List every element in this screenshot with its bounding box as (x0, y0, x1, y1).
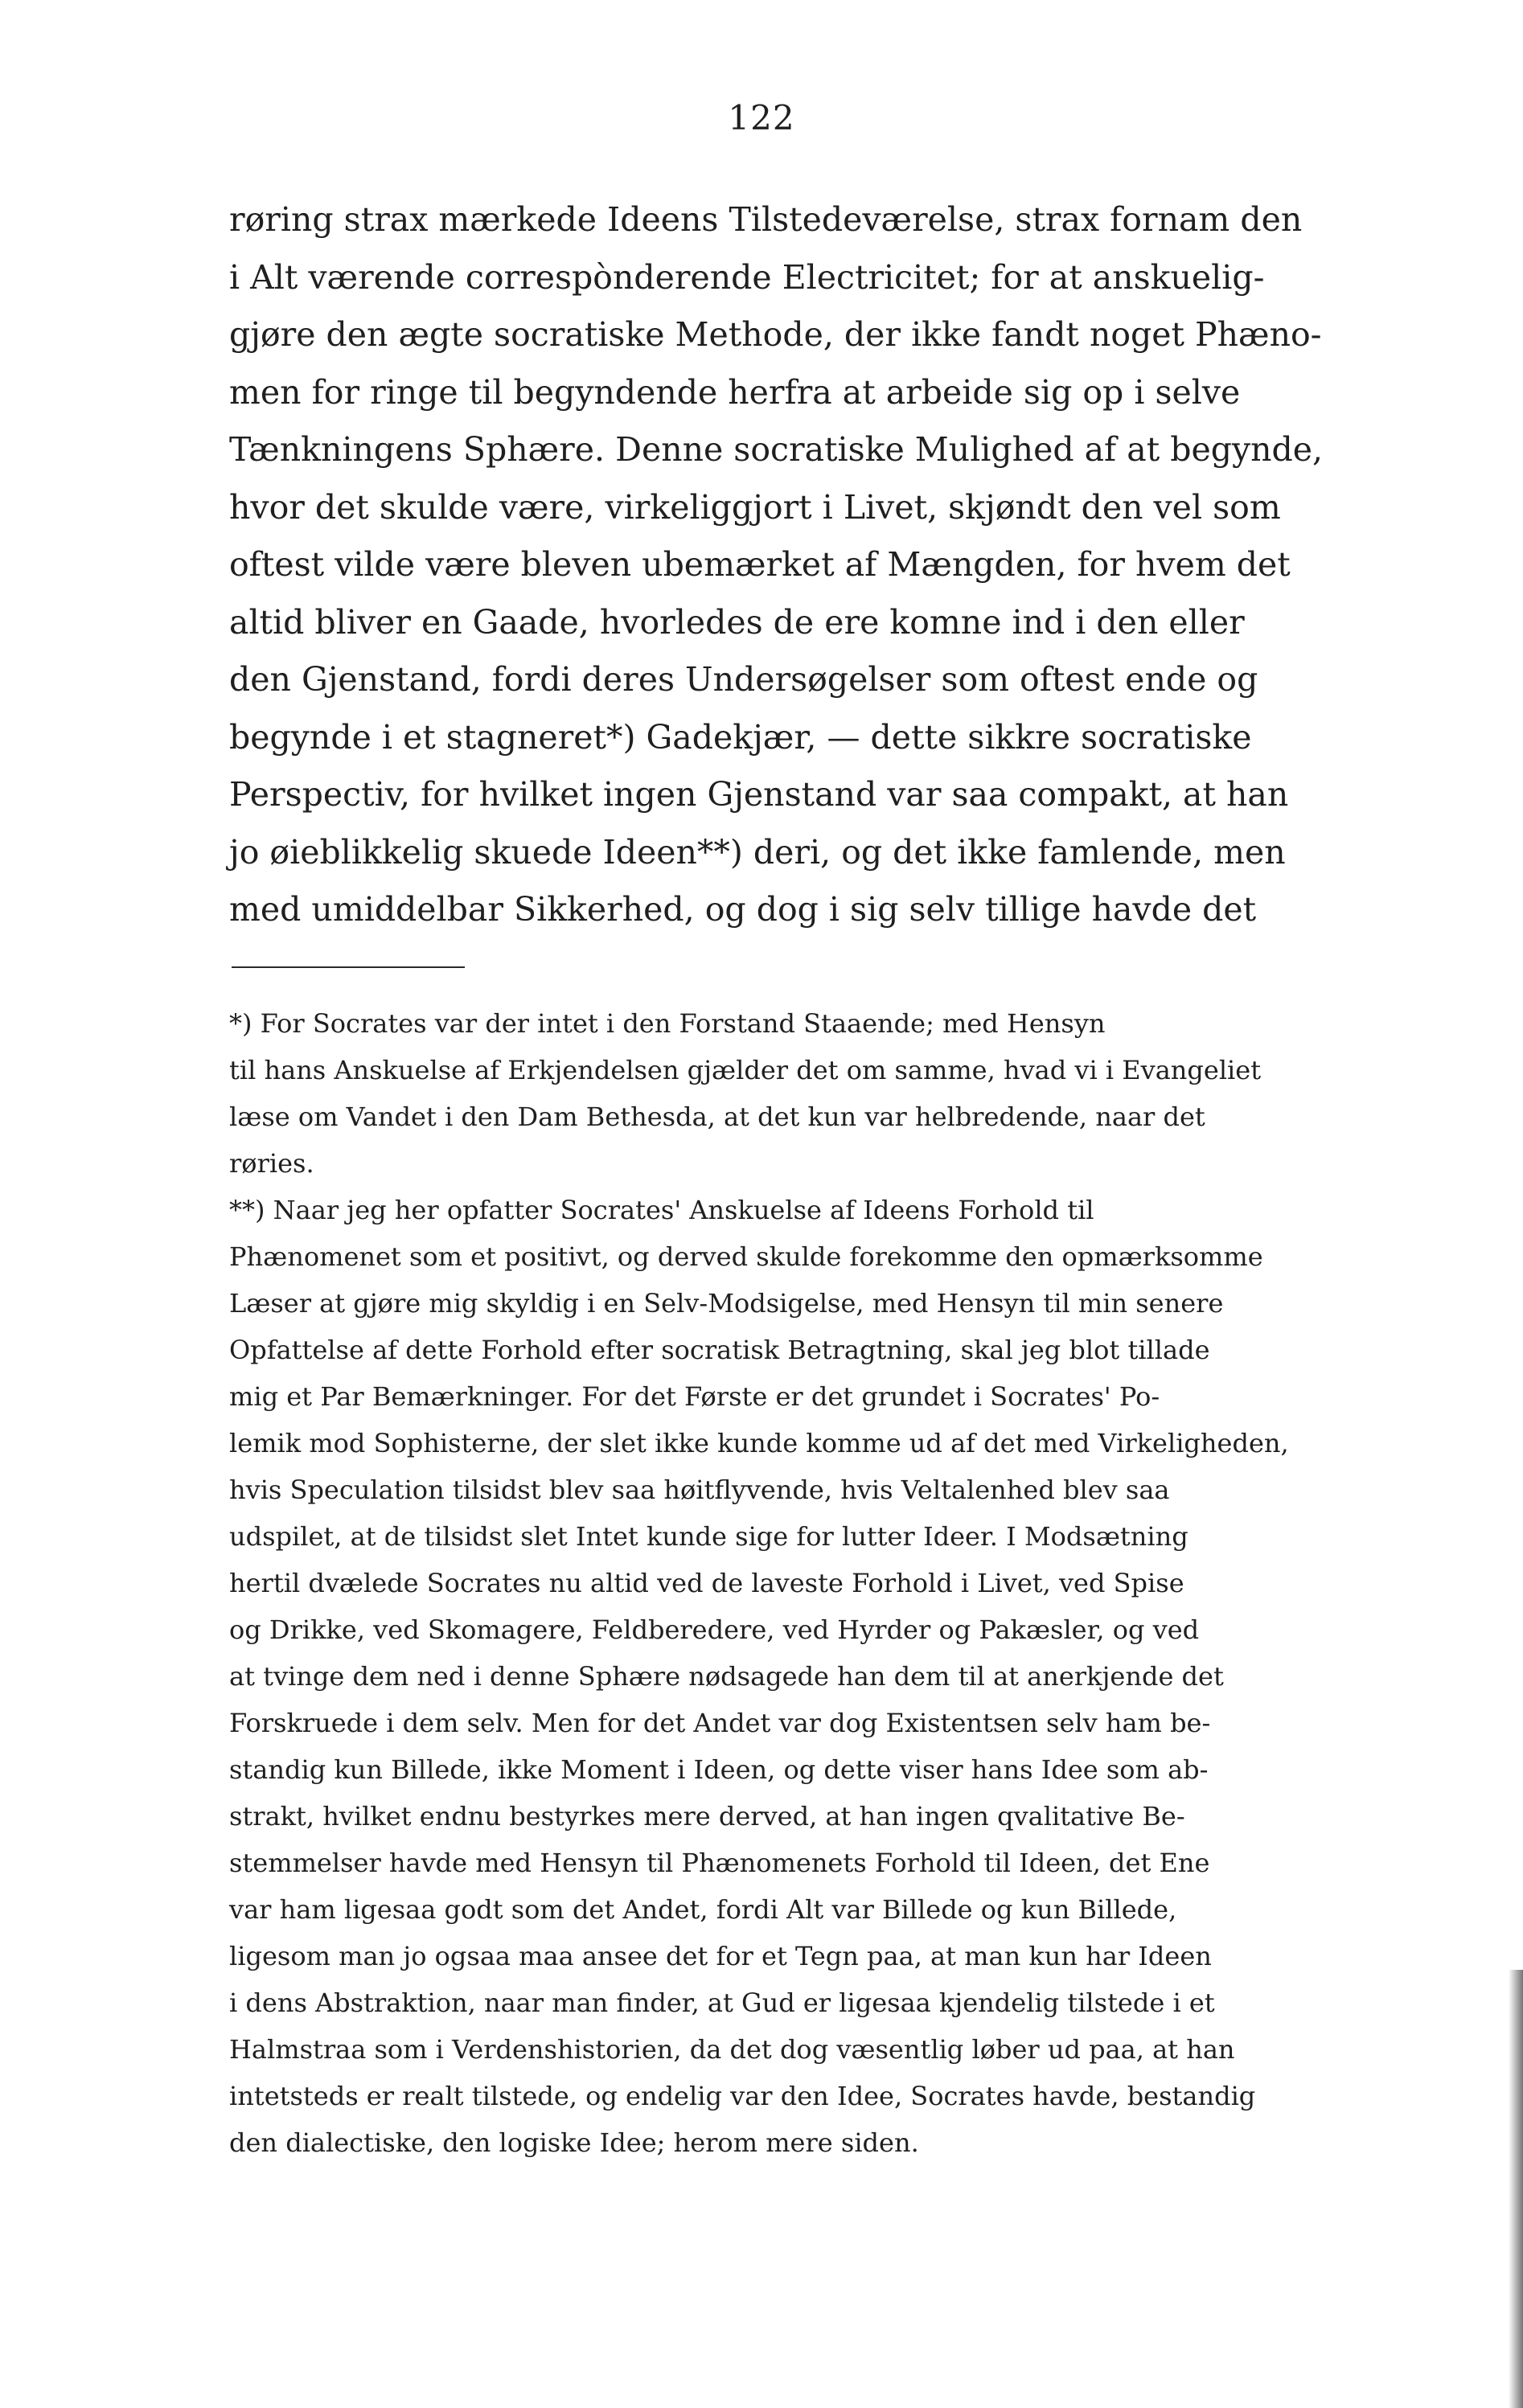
text-line: Tænkningens Sphære. Denne socratiske Mulighed af at begynde, (229, 430, 1324, 469)
page-number: 122 (728, 98, 795, 137)
text-line: altid bliver en Gaade, hvorledes de ere komne ind i den eller (229, 602, 1245, 642)
footnote-line: hertil dvælede Socrates nu altid ved de laveste Forhold i Livet, ved Spise (229, 1568, 1184, 1598)
footnote-line: at tvinge dem ned i denne Sphære nødsagede han dem til at anerkjende det (229, 1661, 1224, 1692)
text-line: røring strax mærkede Ideens Tilstedeværelse, strax fornam den (229, 200, 1303, 239)
text-line: hvor det skulde være, virkeliggjort i Livet, skjøndt den vel som (229, 487, 1281, 527)
footnote-line: røries. (229, 1148, 314, 1179)
text-line: gjøre den ægte socratiske Methode, der ikke fandt noget Phæno- (229, 315, 1322, 354)
footnote-line: var ham ligesaa godt som det Andet, fordi Alt var Billede og kun Billede, (229, 1894, 1177, 1925)
footnote-line: Opfattelse af dette Forhold efter socratisk Betragtning, skal jeg blot tillade (229, 1335, 1210, 1365)
footnote-line: læse om Vandet i den Dam Bethesda, at det kun var helbredende, naar det (229, 1101, 1205, 1132)
footnotes (229, 1000, 1355, 2166)
footnote-line: hvis Speculation tilsidst blev saa høitflyvende, hvis Veltalenhed blev saa (229, 1475, 1170, 1505)
footnote-line: Læser at gjøre mig skyldig i en Selv-Modsigelse, med Hensyn til min senere (229, 1288, 1224, 1319)
footnote-line: til hans Anskuelse af Erkjendelsen gjælder det om samme, hvad vi i Evangeliet (229, 1055, 1262, 1085)
footnote-line: stemmelser havde med Hensyn til Phænomenets Forhold til Ideen, det Ene (229, 1848, 1210, 1878)
text-line: i Alt værende correspònderende Electricitet; for at anskuelig- (229, 257, 1265, 297)
text-line: med umiddelbar Sikkerhed, og dog i sig selv tillige havde det (229, 890, 1257, 929)
text-line: Perspectiv, for hvilket ingen Gjenstand var saa compakt, at han (229, 775, 1289, 814)
text-line: begynde i et stagneret*) Gadekjær, — dette sikkre socratiske (229, 717, 1252, 757)
text-line: men for ringe til begyndende herfra at arbeide sig op i selve (229, 372, 1241, 412)
footnote-line: den dialectiske, den logiske Idee; herom mere siden. (229, 2127, 919, 2158)
footnote-line: mig et Par Bemærkninger. For det Første er det grundet i Socrates' Po- (229, 1381, 1160, 1412)
page-edge-shadow (1509, 1970, 1523, 2408)
footnote-line: ligesom man jo ogsaa maa ansee det for et Tegn paa, at man kun har Ideen (229, 1941, 1212, 1971)
footnote-line: og Drikke, ved Skomagere, Feldberedere, ved Hyrder og Pakæsler, og ved (229, 1614, 1200, 1645)
footnote-line: standig kun Billede, ikke Moment i Ideen, og dette viser hans Idee som ab- (229, 1754, 1209, 1785)
main-text (229, 191, 1355, 939)
footnote-line: i dens Abstraktion, naar man finder, at Gud er ligesaa kjendelig tilstede i et (229, 1988, 1215, 2018)
footnote-line: strakt, hvilket endnu bestyrkes mere derved, at han ingen qvalitative Be- (229, 1801, 1185, 1832)
footnote-line: intetsteds er realt tilstede, og endelig var den Idee, Socrates havde, bestandig (229, 2081, 1256, 2111)
footnote-line: *) For Socrates var der intet i den Forstand Staaende; med Hensyn (229, 1008, 1106, 1039)
footnote-separator (232, 966, 465, 968)
text-line: den Gjenstand, fordi deres Undersøgelser som oftest ende og (229, 660, 1258, 699)
footnote-line: **) Naar jeg her opfatter Socrates' Anskuelse af Ideens Forhold til (229, 1195, 1094, 1225)
text-line: jo øieblikkelig skuede Ideen**) deri, og det ikke famlende, men (229, 832, 1286, 872)
footnote-line: udspilet, at de tilsidst slet Intet kunde sige for lutter Ideer. I Modsætning (229, 1521, 1188, 1552)
text-line: oftest vilde være bleven ubemærket af Mængden, for hvem det (229, 545, 1291, 584)
footnote-line: Phænomenet som et positivt, og derved skulde forekomme den opmærksomme (229, 1241, 1263, 1272)
footnote-line: Halmstraa som i Verdenshistorien, da det dog væsentlig løber ud paa, at han (229, 2034, 1235, 2065)
footnote-line: Forskruede i dem selv. Men for det Andet var dog Existentsen selv ham be- (229, 1708, 1211, 1738)
footnote-line: lemik mod Sophisterne, der slet ikke kunde komme ud af det med Virkeligheden, (229, 1428, 1289, 1458)
